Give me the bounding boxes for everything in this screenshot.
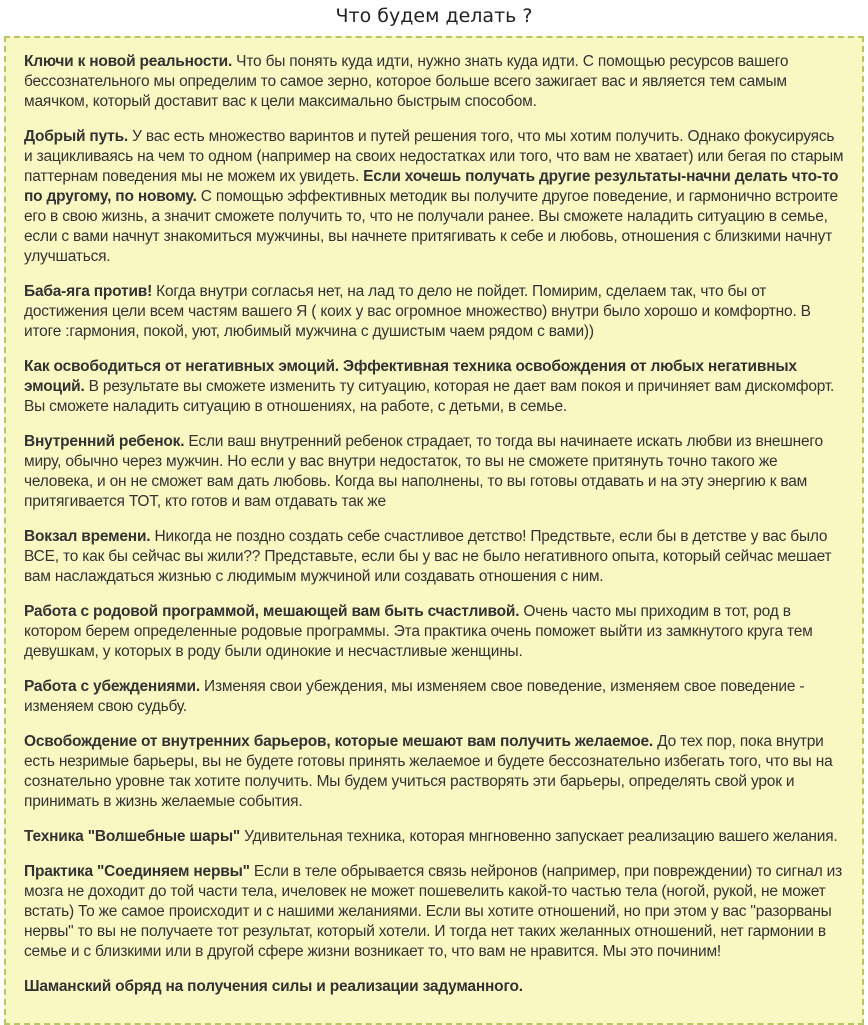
paragraph-text: Когда внутри согласья нет, на лад то дело не пойдет. Помирим, сделаем так, что бы от достижения цели всем частям вашего Я ( коих у вас огромное множество) внутри было хорошо и комфортно. В итоге :гармония, покой, уют, любимый мужчина с душистым чаем рядом с вами)): [24, 283, 811, 340]
paragraph-text: У вас есть множество варинтов и путей решения того, что мы хотим получить. Однако фокусируясь и зацикливаясь на чем то одном (например на своих недостатках или того, что вам не хватает) или бегая по старым паттернам поведения мы не можем их увидеть.: [24, 128, 844, 185]
paragraph-text: Изменяя свои убеждения, мы изменяем свое поведение, изменяем свое поведение - изменяем свою судьбу.: [24, 678, 805, 715]
paragraph: [24, 862, 844, 962]
paragraph: [24, 52, 844, 112]
paragraph-text: До тех пор, пока внутри есть незримые барьеры, вы не будете готовы принять желаемое и будете бессознательно избегать того, что вы на сознательно уровне так хотите получить. Мы будем учиться растворять эти барьеры, определять свой урок и принимать в жизнь желаемые события.: [24, 733, 833, 810]
paragraph-heading: Шаманский обряд на получения силы и реализации задуманного.: [24, 978, 523, 995]
paragraph-heading: Если хочешь получать другие результаты-начни делать что-то по другому, по новому.: [24, 168, 839, 205]
paragraph-text: Если в теле обрывается связь нейронов (например, при повреждении) то сигнал из мозга не доходит до той части тела, ичеловек не может пошевелить какой-то частью тела (ногой, рукой, не может встать) То же самое происходит и с нашими желаниями. Если вы хотите отношений, но при этом у вас "разорваны нервы" то вы не получаете тот результат, который хотели. И тогда нет таких желанных отношений, нет гармонии в семье и с близкими или в другой сфере жизни возникает то, что вам не нравится. Мы это починим!: [24, 863, 843, 960]
paragraph: [24, 677, 844, 717]
paragraph: [24, 282, 844, 342]
paragraph-heading: Добрый путь.: [24, 128, 129, 145]
paragraph-text: Что бы понять куда идти, нужно знать куда идти. С помощью ресурсов вашего бессознательного мы определим то самое зерно, которое больше всего зажигает вас и является тем самым маячком, который доставит вас к цели максимально быстрым способом.: [24, 53, 789, 110]
paragraph: [24, 357, 844, 417]
paragraph: [24, 827, 844, 847]
paragraph-text: С помощью эффективных методик вы получите другое поведение, и гармонично встроите его в свою жизнь, а значит сможете получить то, что не получали ранее. Вы сможете наладить ситуацию в семье, если с вами начнут знакомиться мужчины, вы начнете притягивать к себе и любовь, отношения с близкими начнут улучшаться.: [24, 188, 838, 265]
paragraph-text: Удивительная техника, которая мнгновенно запускает реализацию вашего желания.: [240, 828, 838, 845]
paragraph-heading: Вокзал времени.: [24, 528, 151, 545]
paragraph-text: Если ваш внутренний ребенок страдает, то тогда вы начинаете искать любви из внешнего миру, обычно через мужчин. Но если у вас внутри недостаток, то вы не сможете притянуть точно такого же человека, и он не сможет вам дать любовь. Когда вы наполнены, то вы готовы отдавать и на эту энергию к вам притягивается ТОТ, кто готов и вам отдавать так же: [24, 433, 823, 510]
paragraph-heading: Техника "Волшебные шары": [24, 828, 241, 845]
paragraph: [24, 127, 844, 267]
paragraph-heading: Работа с родовой программой, мешающей вам быть счастливой.: [24, 603, 520, 620]
paragraph: [24, 432, 844, 512]
paragraph: [24, 527, 844, 587]
content-box: [4, 36, 864, 1025]
paragraph: [24, 977, 844, 997]
paragraph-text: Очень часто мы приходим в тот, род в котором берем определенные родовые программы. Эта практика очень поможет выйти из замкнутого круга тем девушкам, у которых в роду были одинокие и несчастливые женщины.: [24, 603, 813, 660]
paragraph-list: [24, 52, 844, 997]
paragraph-heading: Освобождение от внутренних барьеров, которые мешают вам получить желаемое.: [24, 733, 654, 750]
paragraph-text: В результате вы сможете изменить ту ситуацию, которая не дает вам покоя и причиняет вам дискомфорт. Вы сможете наладить ситуацию в отношениях, на работе, с детьми, в семье.: [24, 378, 835, 415]
paragraph-heading: Внутренний ребенок.: [24, 433, 185, 450]
paragraph: [24, 602, 844, 662]
paragraph-heading: Практика "Соединяем нервы": [24, 863, 250, 880]
paragraph-text: Никогда не поздно создать себе счастливое детство! Предствьте, если бы в детстве у вас было ВСЕ, то как бы сейчас вы жили?? Представьте, если бы у вас не было негативного опыта, который сейчас мешает вам наслаждаться жизнью с людимым мужчиной или создавать отношения с ним.: [24, 528, 832, 585]
paragraph: [24, 732, 844, 812]
paragraph-heading: Работа с убеждениями.: [24, 678, 200, 695]
paragraph-heading: Баба-яга против!: [24, 283, 153, 300]
paragraph-heading: Ключи к новой реальности.: [24, 53, 233, 70]
paragraph-heading: Как освободиться от негативных эмоций. Эффективная техника освобождения от любых негативных эмоций.: [24, 358, 797, 395]
page-title: Что будем делать ?: [335, 5, 533, 27]
